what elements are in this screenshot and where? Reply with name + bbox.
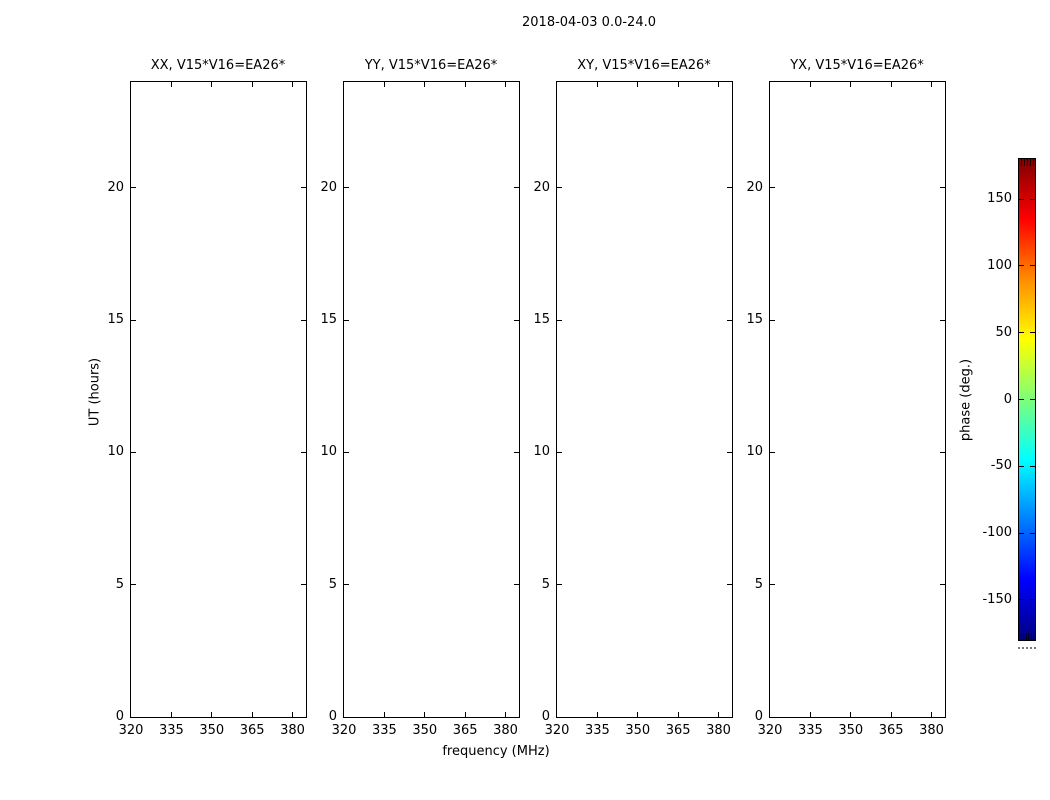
x-tick-mark-bottom [424,712,425,717]
y-tick-label: 5 [541,576,550,592]
colorbar-tick-label: 150 [987,191,1012,207]
colorbar-tick-mark-left [1019,265,1024,266]
x-tick-mark-bottom [810,712,811,717]
colorbar-tick-label: 0 [1003,391,1012,407]
colorbar-top-hatch-mark [1033,159,1034,166]
x-tick-mark-top [252,82,253,87]
plot-area-yy [343,81,520,718]
x-tick-label: 365 [239,723,265,738]
y-tick-mark-left [770,584,775,585]
x-tick-label: 335 [371,723,397,738]
y-tick-mark-left [131,187,136,188]
plot-area-xx [130,81,307,718]
panel-title-yx: YX, V15*V16=EA26* [790,58,924,73]
y-tick-label: 20 [107,179,124,195]
y-tick-mark-left [770,452,775,453]
x-tick-mark-bottom [505,712,506,717]
x-tick-mark-bottom [597,712,598,717]
y-tick-mark-right [940,187,945,188]
colorbar-tick-label: -100 [982,525,1012,541]
plot-area-yx [769,81,946,718]
colorbar-tick-mark-left [1019,332,1024,333]
colorbar-tick-mark-right [1030,466,1035,467]
x-tick-mark-top [465,82,466,87]
colorbar-tick-label: -150 [982,591,1012,607]
y-tick-mark-left [131,320,136,321]
y-tick-label: 10 [107,444,124,460]
y-tick-mark-left [131,584,136,585]
panel-title-xy: XY, V15*V16=EA26* [577,58,711,73]
colorbar-tick-mark-right [1030,399,1035,400]
y-tick-label: 0 [754,709,763,724]
y-tick-mark-left [344,320,349,321]
x-tick-mark-bottom [384,712,385,717]
colorbar-bottom-hatch-mark [1026,633,1027,640]
y-tick-mark-left [770,320,775,321]
y-tick-label: 20 [746,179,763,195]
panel-title-yy: YY, V15*V16=EA26* [364,58,498,73]
y-tick-label: 10 [746,444,763,460]
x-tick-mark-bottom [465,712,466,717]
x-tick-mark-top [424,82,425,87]
colorbar-bottom-hatch-mark [1031,633,1032,640]
x-tick-mark-top [171,82,172,87]
x-tick-mark-top [292,82,293,87]
x-tick-mark-bottom [252,712,253,717]
colorbar [1018,158,1036,641]
colorbar-tick-mark-right [1030,199,1035,200]
x-tick-label: 350 [412,723,438,738]
y-tick-label: 15 [320,312,337,328]
x-tick-mark-bottom [211,712,212,717]
x-tick-label: 365 [878,723,904,738]
colorbar-bottom-hatch-mark [1028,633,1029,640]
colorbar-top-hatch-mark [1024,159,1025,166]
colorbar-top-hatch-mark [1021,159,1022,166]
x-tick-mark-top [891,82,892,87]
y-tick-mark-left [344,452,349,453]
x-tick-mark-bottom [292,712,293,717]
colorbar-tick-mark-left [1019,466,1024,467]
colorbar-tick-mark-left [1019,399,1024,400]
x-tick-mark-bottom [678,712,679,717]
y-tick-label: 5 [754,576,763,592]
x-tick-label: 350 [199,723,225,738]
x-tick-mark-top [850,82,851,87]
y-tick-label: 15 [533,312,550,328]
colorbar-tick-label: 100 [987,257,1012,273]
y-tick-label: 0 [541,709,550,724]
colorbar-tick-label: -50 [990,458,1012,474]
x-tick-label: 335 [797,723,823,738]
x-tick-mark-top [384,82,385,87]
x-tick-mark-bottom [171,712,172,717]
y-tick-label: 15 [746,312,763,328]
x-tick-mark-top [597,82,598,87]
x-tick-mark-top [810,82,811,87]
x-tick-mark-bottom [718,712,719,717]
y-tick-label: 0 [115,709,124,724]
x-tick-mark-top [718,82,719,87]
colorbar-tick-mark-right [1030,332,1035,333]
colorbar-top-hatch-mark [1030,159,1031,166]
x-tick-label: 365 [452,723,478,738]
y-axis-label: UT (hours) [87,357,103,427]
colorbar-tick-mark-left [1019,533,1024,534]
x-tick-mark-bottom [850,712,851,717]
x-tick-mark-top [505,82,506,87]
x-tick-label: 320 [757,723,783,738]
x-tick-mark-top [637,82,638,87]
figure-title: 2018-04-03 0.0-24.0 [522,15,656,30]
colorbar-tick-mark-left [1019,199,1024,200]
x-tick-mark-top [931,82,932,87]
y-tick-mark-left [770,187,775,188]
colorbar-top-hatch-mark [1027,159,1028,166]
colorbar-bottom-hatch-mark [1021,633,1022,640]
y-tick-label: 10 [533,444,550,460]
x-tick-label: 335 [584,723,610,738]
x-tick-label: 365 [665,723,691,738]
x-tick-mark-top [211,82,212,87]
colorbar-tick-mark-right [1030,599,1035,600]
y-tick-label: 20 [320,179,337,195]
y-tick-label: 10 [320,444,337,460]
x-tick-label: 380 [706,723,731,738]
x-axis-label: frequency (MHz) [442,744,550,759]
y-tick-label: 5 [328,576,337,592]
y-tick-label: 0 [328,709,337,724]
colorbar-tick-label: 50 [995,324,1012,340]
y-tick-mark-left [344,187,349,188]
x-tick-mark-bottom [931,712,932,717]
x-tick-label: 380 [919,723,944,738]
x-tick-label: 350 [625,723,651,738]
y-tick-label: 15 [107,312,124,328]
colorbar-label: phase (deg.) [958,358,974,442]
x-tick-label: 320 [331,723,357,738]
x-tick-label: 320 [118,723,144,738]
y-tick-mark-left [557,452,562,453]
y-tick-mark-left [131,452,136,453]
panel-title-xx: XX, V15*V16=EA26* [150,58,286,73]
colorbar-bottom-hatch-mark [1033,633,1034,640]
y-tick-mark-left [344,584,349,585]
colorbar-tick-mark-right [1030,265,1035,266]
y-tick-mark-left [557,320,562,321]
x-tick-mark-bottom [637,712,638,717]
y-tick-label: 5 [115,576,124,592]
x-tick-label: 380 [493,723,518,738]
y-tick-mark-right [940,584,945,585]
y-tick-label: 20 [533,179,550,195]
colorbar-bottom-dots [1018,647,1036,649]
x-tick-label: 350 [838,723,864,738]
x-tick-label: 335 [158,723,184,738]
plot-area-xy [556,81,733,718]
colorbar-tick-mark-left [1019,599,1024,600]
colorbar-bottom-hatch-mark [1023,633,1024,640]
x-tick-label: 320 [544,723,570,738]
y-tick-mark-right [940,452,945,453]
x-tick-label: 380 [280,723,305,738]
colorbar-tick-mark-right [1030,533,1035,534]
y-tick-mark-left [557,187,562,188]
y-tick-mark-left [557,584,562,585]
x-tick-mark-top [678,82,679,87]
y-tick-mark-right [940,320,945,321]
x-tick-mark-bottom [891,712,892,717]
